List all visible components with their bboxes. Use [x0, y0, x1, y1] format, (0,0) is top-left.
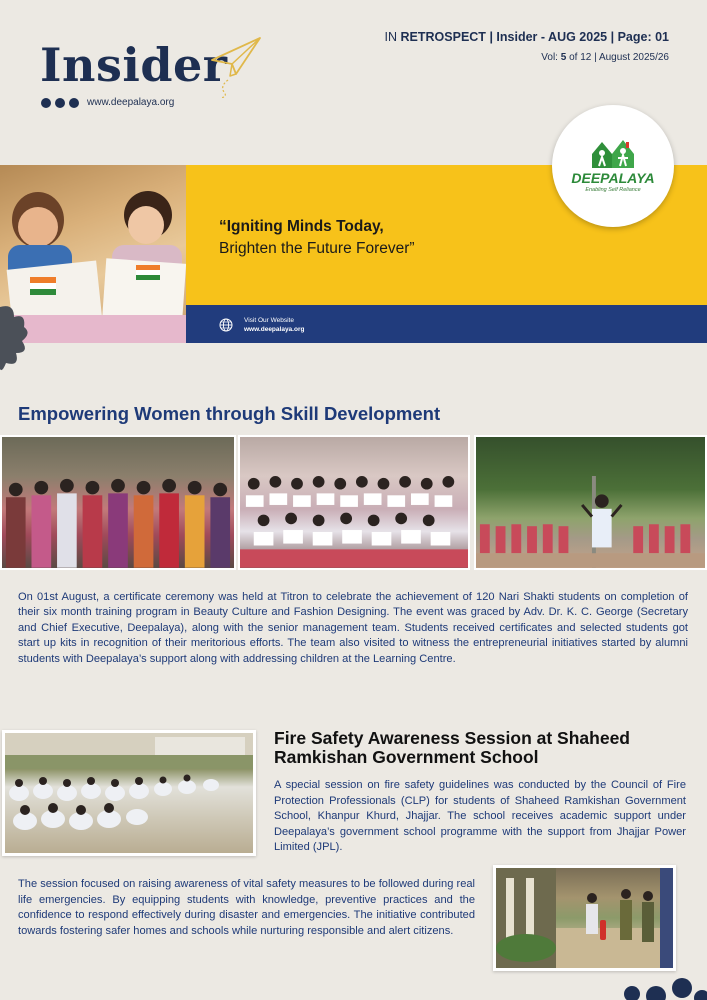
section2-body-intro: A special session on fire safety guidelines was conducted by the Council of Fire Protection Professionals (CLP) for students of Shaheed Ramkishan Government School, Khanpur Khurd, Jhajjar. The school receives academic support under Deepalaya’s government school programme with the support from Jhajjar Power Limited (JPL). — [274, 779, 686, 854]
section-heading-women-empowerment: Empowering Women through Skill Development — [18, 403, 441, 424]
visit-website-link[interactable]: www.deepalaya.org — [244, 326, 305, 333]
globe-icon — [219, 318, 233, 332]
banner-blue-strip — [186, 305, 707, 343]
visit-website-label: Visit Our Website — [244, 317, 294, 324]
newsletter-title: Insider — [40, 38, 228, 92]
decorative-corner-dots — [612, 972, 707, 1000]
photo-learning-centre-address — [474, 435, 707, 570]
photo-fire-safety-students — [2, 730, 256, 856]
house-logo-icon — [590, 138, 636, 170]
issue-line: IN RETROSPECT | Insider - AUG 2025 | Page: 01 — [384, 30, 669, 44]
photo-certificate-group — [0, 435, 236, 570]
section2-body-details: The session focused on raising awareness of vital safety measures to be followed during real life emergencies. By equipping students with knowledge, preventive practices and the confidence to respond effectively during disaster and emergencies. The initiative contributed towards fostering safer homes and schools while nurturing responsible and alert citizens. — [18, 878, 475, 937]
brand-dots — [41, 98, 79, 108]
banner-quote-line1: “Igniting Minds Today, — [219, 218, 384, 235]
photo-students-certificates — [238, 435, 470, 570]
logo-tagline: Enabling Self Reliance — [585, 187, 641, 193]
decorative-splat — [0, 303, 32, 375]
section-heading-fire-safety: Fire Safety Awareness Session at Shaheed Ramkishan Government School — [274, 728, 630, 767]
section1-body: On 01st August, a certificate ceremony was held at Titron to celebrate the achievement of 120 Nari Shakti students on completion of their six month training program in Beauty Culture and Fashion Designing. The event was graced by Adv. Dr. K. C. George (Secretary and Chief Executive, Deepalaya), along with the senior management team. Students received certificates and selected students got start up kits in recognition of their meritorious efforts. The team also visited to witness the entrepreneurial initiatives started by alumni students with Deepalaya’s support along with addressing children at the Learning Centre. — [18, 591, 688, 665]
volume-line: Vol: 5 of 12 | August 2025/26 — [541, 52, 669, 63]
masthead-website[interactable]: www.deepalaya.org — [87, 97, 175, 108]
logo-wordmark: DEEPALAYA — [571, 170, 655, 186]
paper-plane-icon — [206, 34, 264, 98]
banner-quote-line2: Brighten the Future Forever” — [219, 240, 415, 257]
photo-fire-drill-demo — [493, 865, 676, 971]
